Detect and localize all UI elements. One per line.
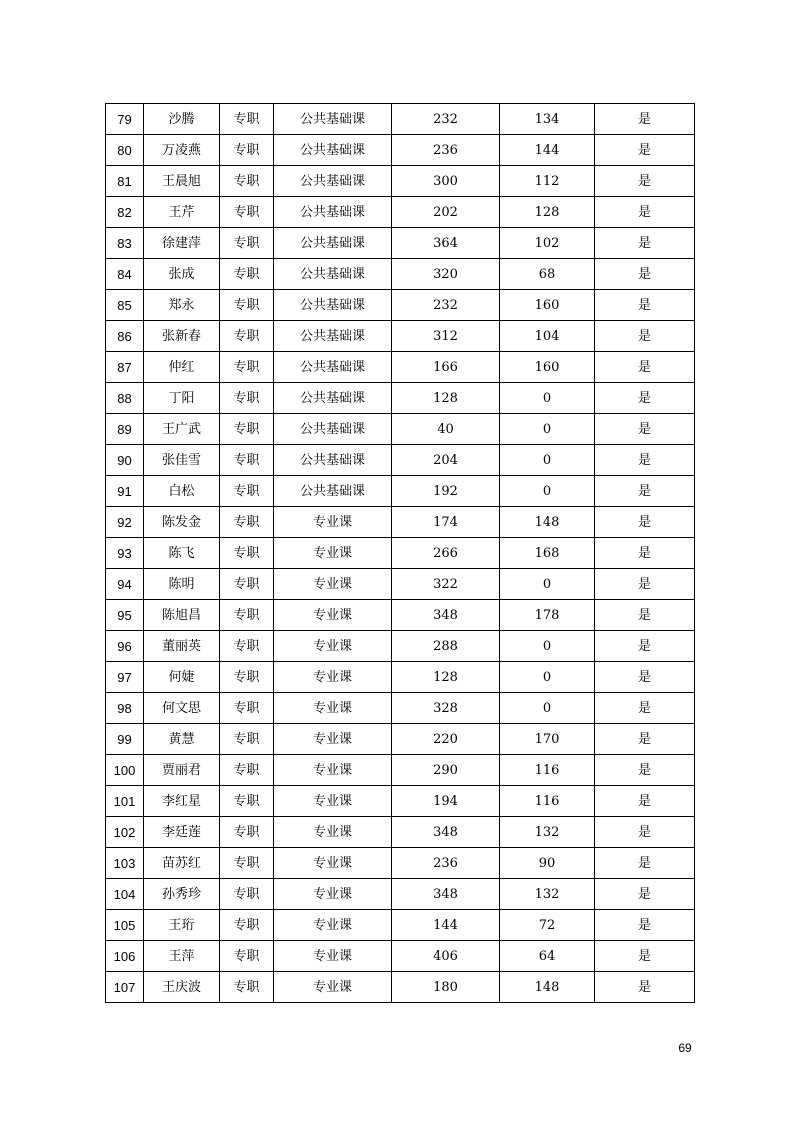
cell-name: 陈旭昌: [144, 600, 220, 631]
cell-value-b: 144: [500, 135, 595, 166]
cell-value-a: 348: [392, 879, 500, 910]
cell-course-type: 专业课: [274, 507, 392, 538]
cell-value-a: 166: [392, 352, 500, 383]
cell-staff-type: 专职: [220, 755, 274, 786]
cell-value-a: 174: [392, 507, 500, 538]
cell-value-b: 68: [500, 259, 595, 290]
cell-value-a: 320: [392, 259, 500, 290]
staff-table: [105, 103, 695, 1003]
cell-course-type: 专业课: [274, 879, 392, 910]
cell-flag: 是: [595, 321, 695, 352]
table-row: [106, 786, 695, 817]
cell-name: 王晨旭: [144, 166, 220, 197]
table-row: [106, 135, 695, 166]
cell-name: 陈飞: [144, 538, 220, 569]
cell-flag: 是: [595, 755, 695, 786]
cell-value-b: 132: [500, 879, 595, 910]
cell-value-a: 266: [392, 538, 500, 569]
cell-course-type: 专业课: [274, 538, 392, 569]
cell-staff-type: 专职: [220, 693, 274, 724]
cell-name: 李廷莲: [144, 817, 220, 848]
cell-flag: 是: [595, 445, 695, 476]
table-row: [106, 476, 695, 507]
cell-staff-type: 专职: [220, 848, 274, 879]
cell-index: 94: [106, 569, 144, 600]
table-body: [106, 104, 695, 1003]
table-row: [106, 104, 695, 135]
table-row: [106, 321, 695, 352]
cell-index: 99: [106, 724, 144, 755]
cell-value-a: 204: [392, 445, 500, 476]
cell-index: 87: [106, 352, 144, 383]
table-row: [106, 910, 695, 941]
cell-name: 丁阳: [144, 383, 220, 414]
cell-course-type: 公共基础课: [274, 414, 392, 445]
cell-index: 80: [106, 135, 144, 166]
cell-course-type: 公共基础课: [274, 104, 392, 135]
cell-staff-type: 专职: [220, 383, 274, 414]
cell-value-b: 148: [500, 507, 595, 538]
cell-staff-type: 专职: [220, 569, 274, 600]
table-row: [106, 693, 695, 724]
cell-value-b: 0: [500, 383, 595, 414]
cell-value-a: 232: [392, 104, 500, 135]
cell-index: 96: [106, 631, 144, 662]
cell-index: 106: [106, 941, 144, 972]
cell-value-a: 348: [392, 817, 500, 848]
cell-value-a: 312: [392, 321, 500, 352]
cell-staff-type: 专职: [220, 445, 274, 476]
cell-flag: 是: [595, 817, 695, 848]
cell-staff-type: 专职: [220, 352, 274, 383]
cell-name: 徐建萍: [144, 228, 220, 259]
cell-staff-type: 专职: [220, 600, 274, 631]
cell-course-type: 专业课: [274, 941, 392, 972]
cell-index: 83: [106, 228, 144, 259]
cell-staff-type: 专职: [220, 507, 274, 538]
cell-staff-type: 专职: [220, 631, 274, 662]
cell-flag: 是: [595, 538, 695, 569]
cell-index: 95: [106, 600, 144, 631]
cell-index: 91: [106, 476, 144, 507]
cell-name: 陈发金: [144, 507, 220, 538]
cell-staff-type: 专职: [220, 476, 274, 507]
cell-index: 79: [106, 104, 144, 135]
cell-value-b: 0: [500, 476, 595, 507]
cell-value-a: 192: [392, 476, 500, 507]
cell-course-type: 公共基础课: [274, 228, 392, 259]
cell-name: 陈明: [144, 569, 220, 600]
cell-name: 张成: [144, 259, 220, 290]
cell-course-type: 专业课: [274, 972, 392, 1003]
cell-name: 孙秀珍: [144, 879, 220, 910]
cell-index: 103: [106, 848, 144, 879]
table-row: [106, 228, 695, 259]
table-row: [106, 166, 695, 197]
cell-flag: 是: [595, 135, 695, 166]
cell-staff-type: 专职: [220, 166, 274, 197]
cell-value-b: 132: [500, 817, 595, 848]
cell-value-b: 128: [500, 197, 595, 228]
cell-index: 93: [106, 538, 144, 569]
cell-course-type: 公共基础课: [274, 445, 392, 476]
cell-value-a: 406: [392, 941, 500, 972]
cell-value-b: 160: [500, 352, 595, 383]
cell-index: 90: [106, 445, 144, 476]
cell-staff-type: 专职: [220, 228, 274, 259]
cell-staff-type: 专职: [220, 135, 274, 166]
table-row: [106, 259, 695, 290]
cell-value-b: 112: [500, 166, 595, 197]
cell-flag: 是: [595, 197, 695, 228]
cell-value-a: 128: [392, 662, 500, 693]
cell-value-b: 90: [500, 848, 595, 879]
cell-staff-type: 专职: [220, 104, 274, 135]
cell-value-a: 220: [392, 724, 500, 755]
cell-flag: 是: [595, 290, 695, 321]
cell-value-a: 180: [392, 972, 500, 1003]
cell-flag: 是: [595, 352, 695, 383]
cell-staff-type: 专职: [220, 817, 274, 848]
cell-flag: 是: [595, 476, 695, 507]
cell-value-b: 178: [500, 600, 595, 631]
cell-index: 97: [106, 662, 144, 693]
cell-name: 王芹: [144, 197, 220, 228]
cell-value-b: 116: [500, 755, 595, 786]
cell-value-b: 104: [500, 321, 595, 352]
cell-index: 105: [106, 910, 144, 941]
cell-index: 84: [106, 259, 144, 290]
cell-name: 郑永: [144, 290, 220, 321]
cell-value-b: 0: [500, 662, 595, 693]
cell-staff-type: 专职: [220, 786, 274, 817]
cell-staff-type: 专职: [220, 290, 274, 321]
cell-value-a: 40: [392, 414, 500, 445]
cell-index: 102: [106, 817, 144, 848]
cell-value-a: 348: [392, 600, 500, 631]
cell-staff-type: 专职: [220, 197, 274, 228]
cell-name: 万凌燕: [144, 135, 220, 166]
cell-course-type: 专业课: [274, 755, 392, 786]
cell-staff-type: 专职: [220, 321, 274, 352]
cell-staff-type: 专职: [220, 259, 274, 290]
cell-value-a: 328: [392, 693, 500, 724]
cell-value-b: 134: [500, 104, 595, 135]
cell-value-a: 194: [392, 786, 500, 817]
cell-course-type: 公共基础课: [274, 197, 392, 228]
table-row: [106, 817, 695, 848]
cell-value-b: 168: [500, 538, 595, 569]
cell-flag: 是: [595, 104, 695, 135]
cell-flag: 是: [595, 600, 695, 631]
cell-value-b: 0: [500, 445, 595, 476]
cell-name: 李红星: [144, 786, 220, 817]
cell-value-a: 232: [392, 290, 500, 321]
cell-course-type: 专业课: [274, 569, 392, 600]
cell-flag: 是: [595, 786, 695, 817]
cell-value-b: 116: [500, 786, 595, 817]
cell-name: 王庆波: [144, 972, 220, 1003]
cell-value-b: 0: [500, 569, 595, 600]
cell-course-type: 公共基础课: [274, 383, 392, 414]
cell-course-type: 公共基础课: [274, 259, 392, 290]
cell-index: 82: [106, 197, 144, 228]
cell-index: 101: [106, 786, 144, 817]
cell-course-type: 公共基础课: [274, 352, 392, 383]
cell-value-a: 322: [392, 569, 500, 600]
cell-course-type: 公共基础课: [274, 135, 392, 166]
cell-flag: 是: [595, 631, 695, 662]
cell-value-a: 300: [392, 166, 500, 197]
cell-flag: 是: [595, 848, 695, 879]
cell-course-type: 专业课: [274, 662, 392, 693]
cell-flag: 是: [595, 972, 695, 1003]
cell-name: 王萍: [144, 941, 220, 972]
cell-flag: 是: [595, 166, 695, 197]
table-row: [106, 414, 695, 445]
cell-name: 白松: [144, 476, 220, 507]
cell-name: 何婕: [144, 662, 220, 693]
table-row: [106, 600, 695, 631]
cell-course-type: 专业课: [274, 786, 392, 817]
table-row: [106, 755, 695, 786]
cell-name: 王广武: [144, 414, 220, 445]
cell-value-a: 236: [392, 848, 500, 879]
cell-value-b: 0: [500, 631, 595, 662]
cell-course-type: 专业课: [274, 693, 392, 724]
cell-course-type: 公共基础课: [274, 166, 392, 197]
cell-flag: 是: [595, 724, 695, 755]
table-row: [106, 631, 695, 662]
cell-value-b: 170: [500, 724, 595, 755]
cell-flag: 是: [595, 259, 695, 290]
cell-flag: 是: [595, 507, 695, 538]
cell-name: 张佳雪: [144, 445, 220, 476]
table-row: [106, 352, 695, 383]
cell-staff-type: 专职: [220, 972, 274, 1003]
cell-course-type: 公共基础课: [274, 290, 392, 321]
cell-staff-type: 专职: [220, 662, 274, 693]
cell-name: 沙腾: [144, 104, 220, 135]
cell-flag: 是: [595, 569, 695, 600]
cell-course-type: 公共基础课: [274, 476, 392, 507]
cell-course-type: 专业课: [274, 724, 392, 755]
cell-name: 董丽英: [144, 631, 220, 662]
cell-index: 86: [106, 321, 144, 352]
cell-course-type: 专业课: [274, 817, 392, 848]
table-row: [106, 662, 695, 693]
cell-value-b: 148: [500, 972, 595, 1003]
cell-name: 何文思: [144, 693, 220, 724]
cell-name: 苗苏红: [144, 848, 220, 879]
cell-index: 89: [106, 414, 144, 445]
cell-value-b: 72: [500, 910, 595, 941]
cell-index: 81: [106, 166, 144, 197]
table-row: [106, 972, 695, 1003]
cell-course-type: 专业课: [274, 600, 392, 631]
cell-value-b: 64: [500, 941, 595, 972]
cell-flag: 是: [595, 693, 695, 724]
table-row: [106, 290, 695, 321]
cell-course-type: 专业课: [274, 631, 392, 662]
cell-flag: 是: [595, 414, 695, 445]
cell-staff-type: 专职: [220, 538, 274, 569]
cell-value-a: 128: [392, 383, 500, 414]
cell-index: 85: [106, 290, 144, 321]
cell-flag: 是: [595, 228, 695, 259]
table-row: [106, 724, 695, 755]
cell-name: 仲红: [144, 352, 220, 383]
table-row: [106, 445, 695, 476]
table-row: [106, 197, 695, 228]
cell-name: 贾丽君: [144, 755, 220, 786]
cell-flag: 是: [595, 879, 695, 910]
cell-flag: 是: [595, 383, 695, 414]
cell-course-type: 公共基础课: [274, 321, 392, 352]
cell-index: 88: [106, 383, 144, 414]
cell-value-b: 0: [500, 693, 595, 724]
cell-staff-type: 专职: [220, 414, 274, 445]
cell-value-b: 102: [500, 228, 595, 259]
table-row: [106, 848, 695, 879]
cell-index: 104: [106, 879, 144, 910]
cell-index: 98: [106, 693, 144, 724]
cell-flag: 是: [595, 662, 695, 693]
cell-name: 王珩: [144, 910, 220, 941]
cell-value-a: 236: [392, 135, 500, 166]
cell-staff-type: 专职: [220, 910, 274, 941]
cell-course-type: 专业课: [274, 848, 392, 879]
table-row: [106, 569, 695, 600]
cell-staff-type: 专职: [220, 941, 274, 972]
cell-value-a: 364: [392, 228, 500, 259]
cell-staff-type: 专职: [220, 879, 274, 910]
cell-index: 100: [106, 755, 144, 786]
cell-index: 92: [106, 507, 144, 538]
table-row: [106, 941, 695, 972]
cell-value-a: 288: [392, 631, 500, 662]
cell-value-a: 144: [392, 910, 500, 941]
table-row: [106, 507, 695, 538]
cell-value-b: 0: [500, 414, 595, 445]
table-row: [106, 383, 695, 414]
cell-value-b: 160: [500, 290, 595, 321]
cell-flag: 是: [595, 910, 695, 941]
table-row: [106, 879, 695, 910]
cell-course-type: 专业课: [274, 910, 392, 941]
cell-index: 107: [106, 972, 144, 1003]
cell-name: 黄慧: [144, 724, 220, 755]
cell-value-a: 290: [392, 755, 500, 786]
page-number: 69: [678, 1041, 692, 1055]
cell-name: 张新春: [144, 321, 220, 352]
cell-staff-type: 专职: [220, 724, 274, 755]
cell-value-a: 202: [392, 197, 500, 228]
table-row: [106, 538, 695, 569]
cell-flag: 是: [595, 941, 695, 972]
